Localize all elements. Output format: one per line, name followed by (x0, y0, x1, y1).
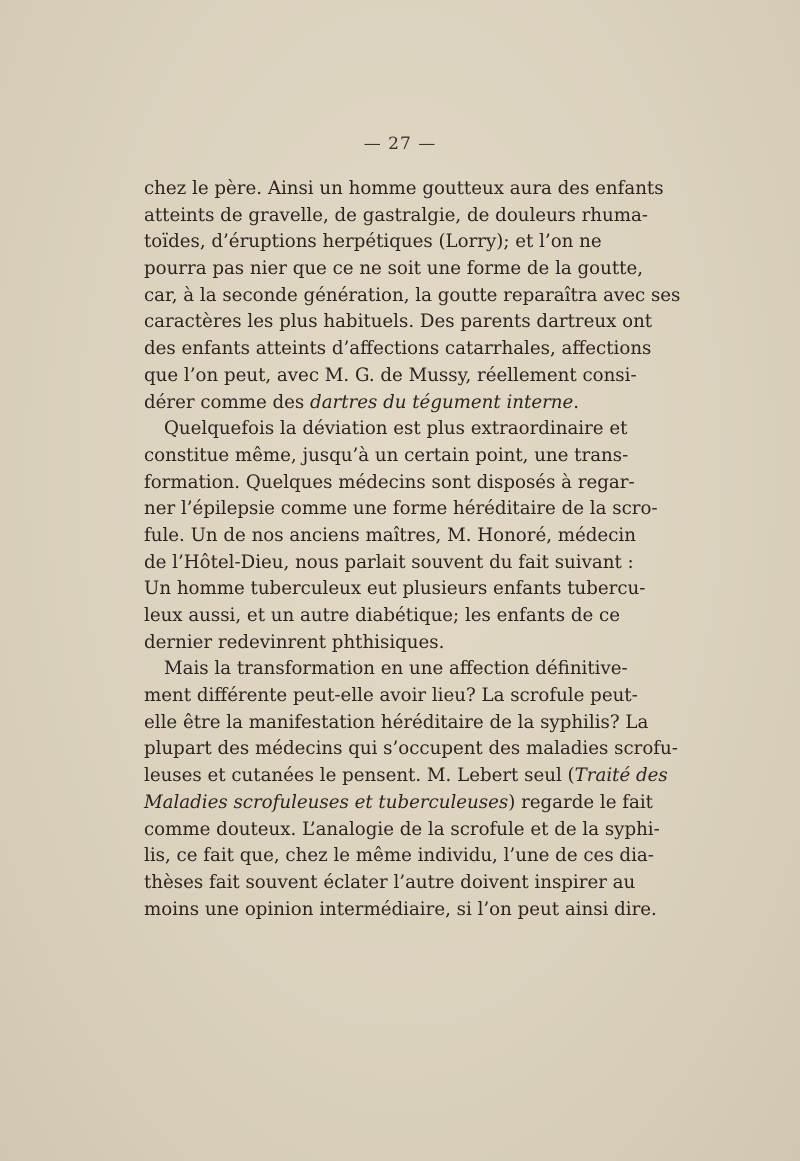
text-line (144, 603, 620, 630)
text-run: de l’Hôtel-Dieu, nous parlait souvent du fait suivant : (144, 551, 634, 573)
text-line (144, 176, 664, 203)
text-run: toïdes, d’éruptions herpétiques (Lorry); et l’on ne (144, 231, 602, 253)
text-run: car, à la seconde génération, la goutte reparaîtra avec ses (144, 284, 681, 306)
paragraph (144, 656, 678, 923)
text-run: dérer comme des (144, 391, 311, 413)
paragraph (144, 416, 658, 656)
text-line (144, 229, 602, 256)
italic-text: dartres du tégument interne (310, 391, 574, 413)
text-line (144, 736, 678, 763)
text-run: lis, ce fait que, chez le même individu, l’une de ces dia- (144, 845, 654, 867)
text-line (144, 576, 646, 603)
text-line (144, 656, 628, 683)
text-line (144, 470, 635, 497)
text-line (144, 309, 653, 336)
text-run: ) regarde le fait (508, 791, 653, 813)
text-run: moins une opinion intermédiaire, si l’on peut ainsi dire. (144, 898, 657, 920)
text-line (144, 630, 588, 657)
text-run: leux aussi, et un autre diabétique; les enfants de ce (144, 605, 620, 626)
text-line (144, 550, 634, 577)
text-line (144, 763, 668, 790)
text-run: Un homme tuberculeux eut plusieurs enfants tubercu- (144, 578, 646, 600)
text-line (144, 683, 638, 710)
text-line (144, 870, 636, 897)
text-run: thèses fait souvent éclater l’autre doivent inspirer au (144, 871, 636, 893)
body-text (144, 176, 681, 923)
text-line (144, 390, 588, 417)
text-line (144, 283, 681, 310)
text-run: atteints de gravelle, de gastralgie, de douleurs rhuma- (144, 204, 648, 226)
text-run: Mais la transformation en une affection définitive- (164, 658, 628, 680)
text-run: ner l’épilepsie comme une forme héréditaire de la scro- (144, 498, 658, 520)
text-run: leuses et cutanées le pensent. M. Lebert seul ( (144, 765, 575, 787)
text-run: Quelquefois la déviation est plus extraordinaire et (164, 418, 628, 440)
text-line (144, 897, 657, 924)
text-line (144, 416, 628, 443)
text-run: chez le père. Ainsi un homme goutteux aura des enfants (144, 178, 664, 199)
text-line (144, 523, 636, 550)
text-line (144, 790, 653, 817)
text-line (144, 363, 637, 390)
text-line (144, 496, 658, 523)
text-run: pourra pas nier que ce ne soit une forme de la goutte, (144, 258, 644, 280)
text-line (144, 710, 649, 737)
text-run: . (573, 391, 580, 413)
text-run: dernier redevinrent phthisiques. (144, 631, 445, 653)
text-run: formation. Quelques médecins sont disposés à regar- (144, 471, 635, 493)
text-run: que l’on peut, avec M. G. de Mussy, réellement consi- (144, 364, 637, 386)
text-line (144, 203, 648, 230)
text-line (144, 817, 660, 844)
italic-text: Traité des (574, 765, 668, 787)
text-line (144, 443, 629, 470)
text-run: caractères les plus habituels. Des parents dartreux ont (144, 311, 653, 333)
italic-text: Maladies scrofuleuses et tuberculeuses (144, 791, 509, 813)
text-run: ment différente peut-elle avoir lieu? La scrofule peut- (144, 685, 638, 707)
page-number: — 27 — (363, 134, 437, 154)
text-line (144, 336, 652, 363)
text-run: des enfants atteints d’affections catarrhales, affections (144, 338, 652, 360)
text-run: fule. Un de nos anciens maîtres, M. Honoré, médecin (144, 524, 636, 546)
paragraph (144, 176, 681, 416)
text-run: comme douteux. L’analogie de la scrofule et de la syphi- (144, 818, 660, 840)
text-line (144, 843, 654, 870)
text-run: constitue même, jusqu’à un certain point, une trans- (144, 444, 629, 466)
text-line (144, 256, 644, 283)
text-run: elle être la manifestation héréditaire de la syphilis? La (144, 711, 649, 733)
text-run: plupart des médecins qui s’occupent des maladies scrofu- (144, 738, 678, 760)
